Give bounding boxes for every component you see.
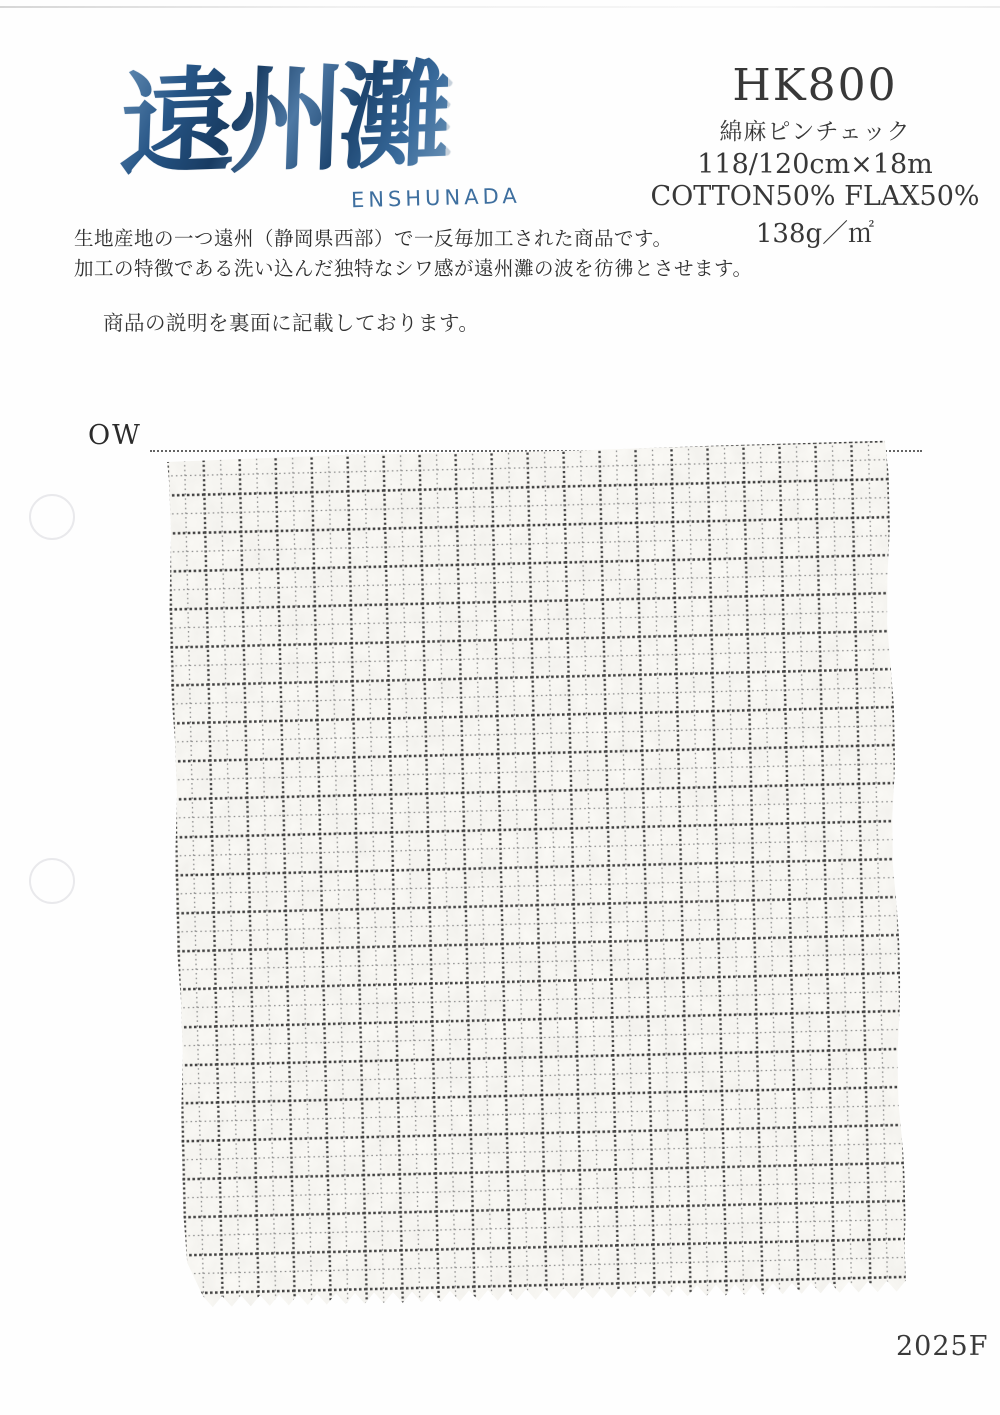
season-code: 2025F [896,1331,989,1362]
scan-artifact-line [0,6,1000,8]
colorway-label: OW [88,420,142,451]
description-line-2: 加工の特徴である洗い込んだ独特なシワ感が遠州灘の波を彷彿とさせます。 [74,257,753,280]
brand-logo-roman: ENSHUNADA [350,183,522,213]
product-size: 118/120cm×18m [697,149,933,181]
backside-note: 商品の説明を裏面に記載しております。 [103,311,480,335]
punch-hole-top [29,494,75,540]
product-info [630,62,1000,250]
brand-logo [117,46,523,231]
description-line-1: 生地産地の一つ遠州（静岡県西部）で一反毎加工された商品です。 [74,227,673,250]
fabric-swatch [166,440,907,1308]
product-composition: COTTON50% FLAX50% [650,181,980,213]
punch-hole-bottom [29,858,75,904]
product-weight: 138g／㎡ [755,219,875,250]
product-code: HK800 [732,60,898,111]
brand-logo-kanji: 遠州灘 [117,46,450,195]
fabric-crinkle-texture [166,440,907,1308]
product-name: 綿麻ピンチェック [719,119,911,146]
product-description [74,224,954,284]
